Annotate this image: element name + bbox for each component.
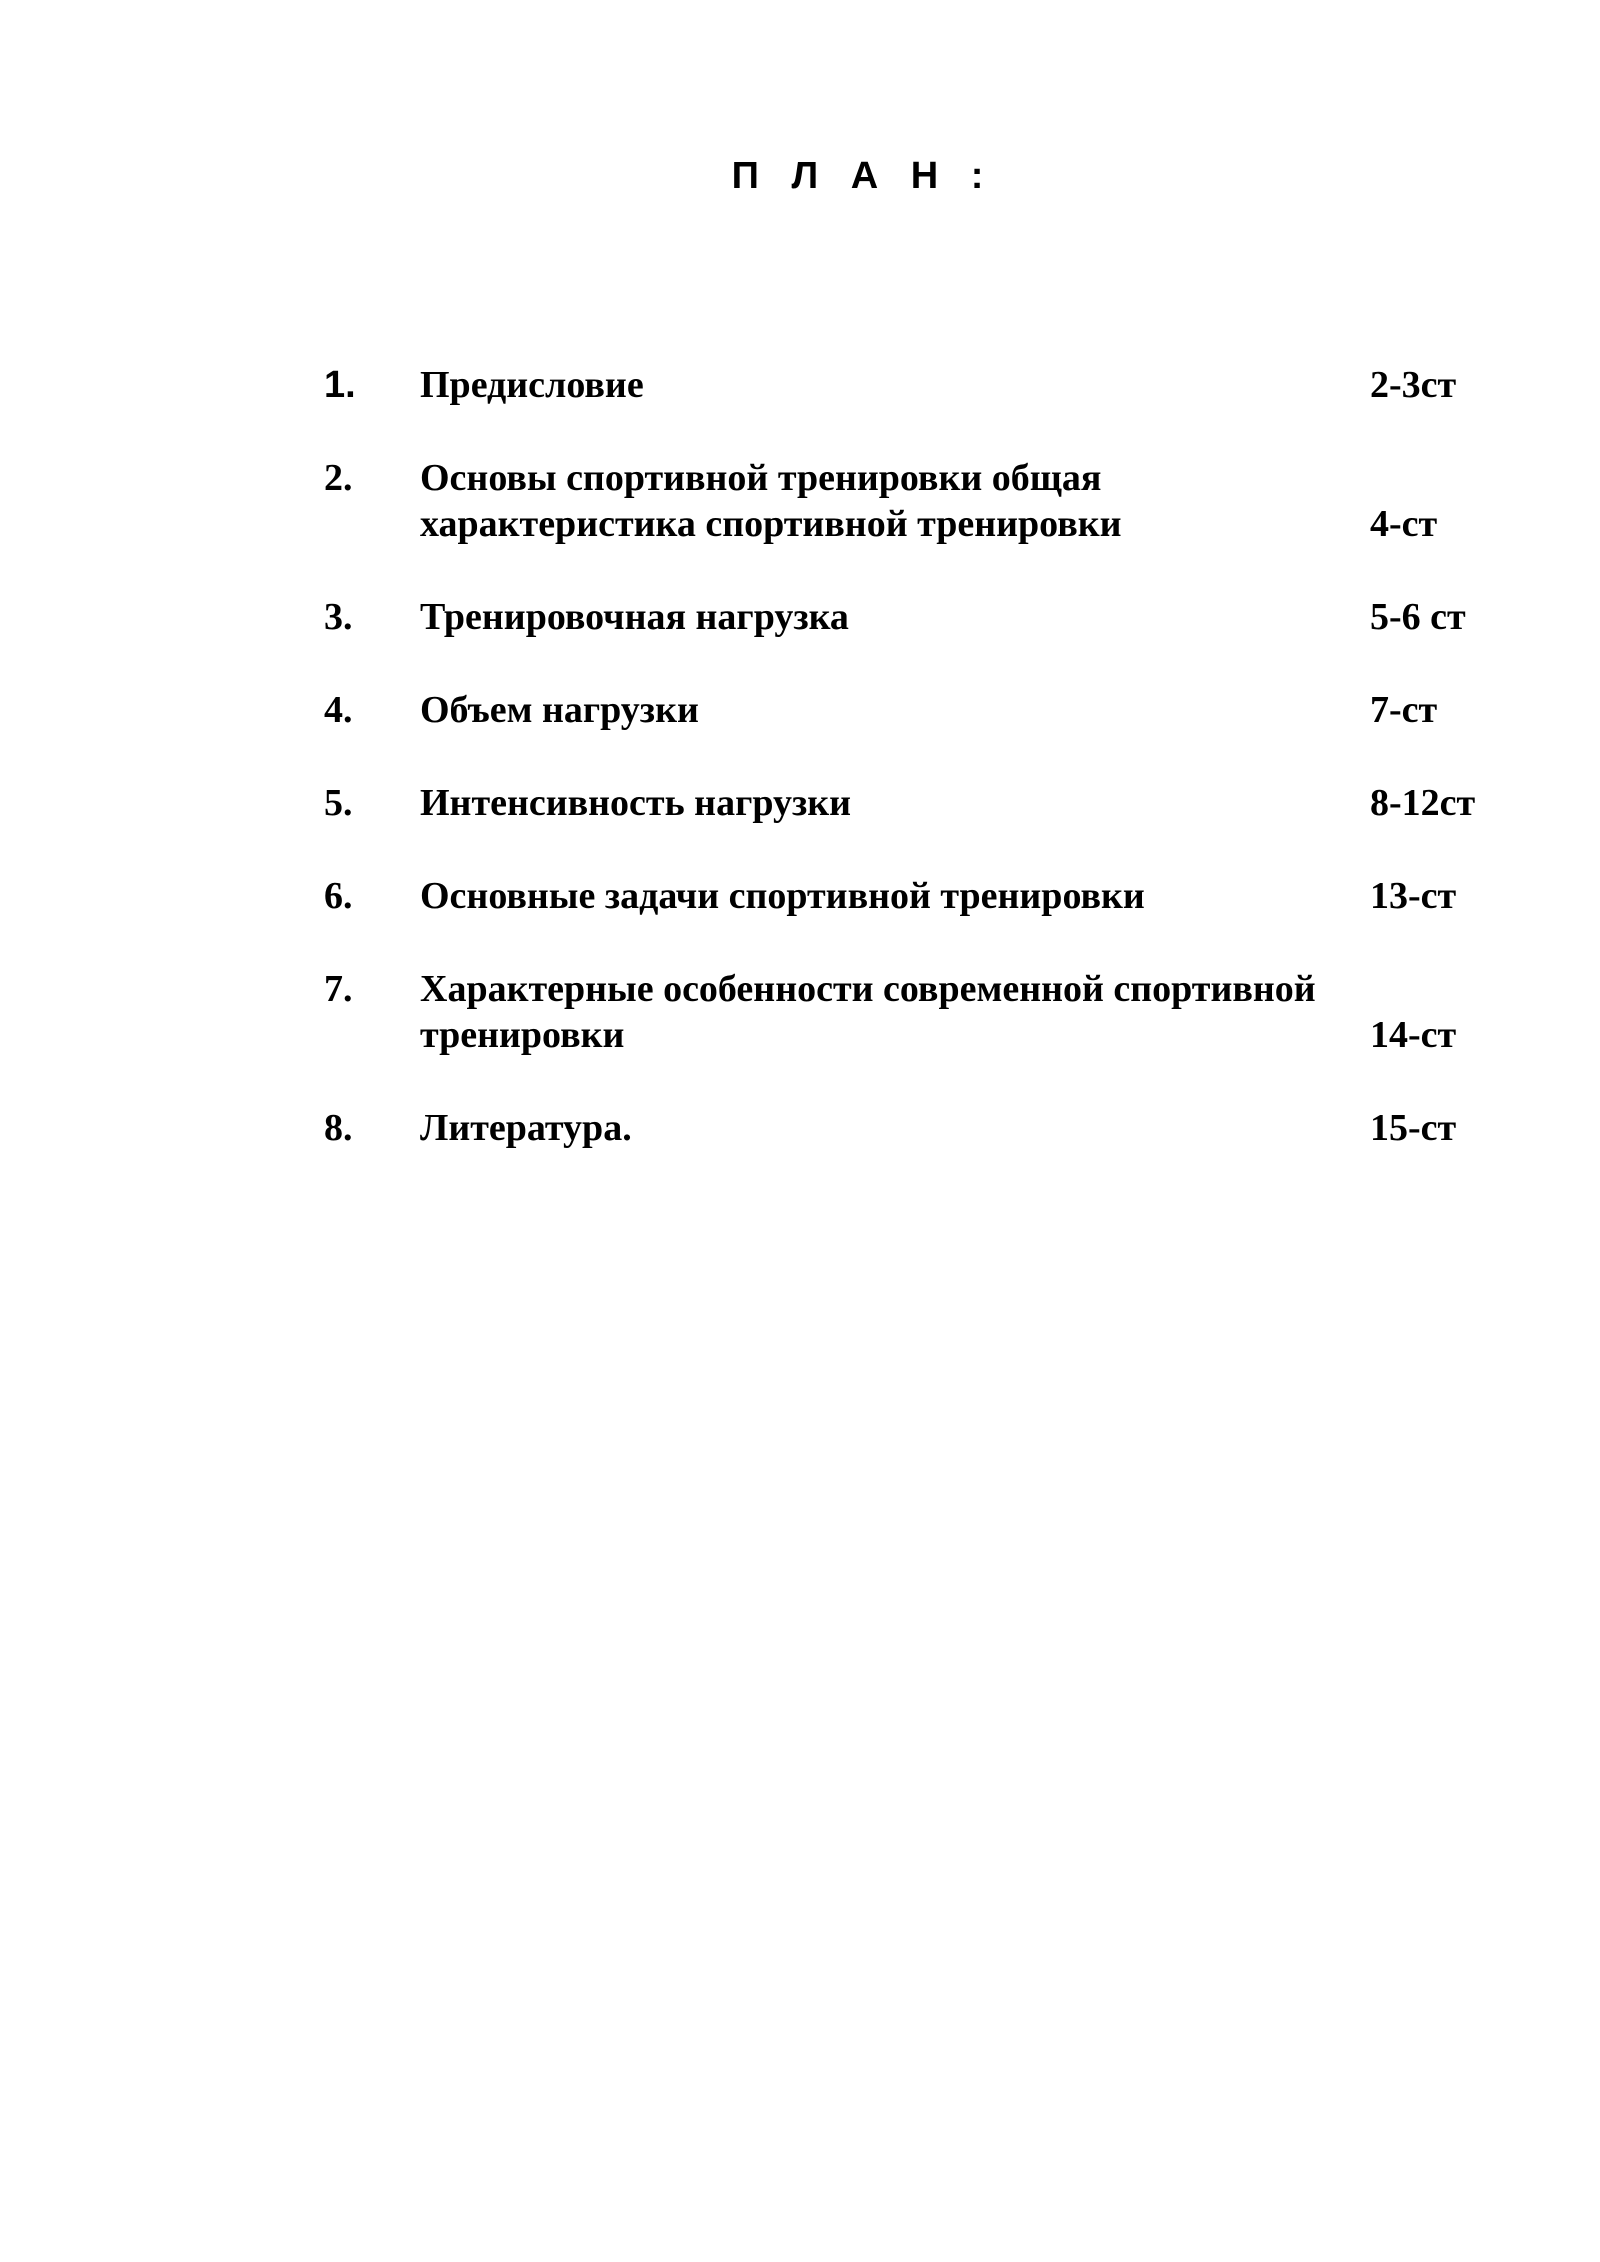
toc-item bbox=[324, 594, 1524, 640]
toc-item-number: 5. bbox=[324, 782, 353, 824]
toc-item-title: Литература. bbox=[420, 1107, 632, 1149]
toc-item-number: 1. bbox=[324, 364, 356, 406]
toc-item-page: 5-6 ст bbox=[1370, 596, 1466, 638]
toc-item-title: Объем нагрузки bbox=[420, 689, 699, 731]
toc-item-number: 2. bbox=[324, 457, 353, 499]
toc-item-page: 13-ст bbox=[1370, 875, 1457, 917]
toc-item-title: Основные задачи спортивной тренировки bbox=[420, 875, 1145, 917]
toc-item bbox=[324, 455, 1524, 547]
toc-item-title: Тренировочная нагрузка bbox=[420, 596, 849, 638]
toc-item-number: 3. bbox=[324, 596, 353, 638]
toc-item-page: 4-ст bbox=[1370, 503, 1438, 545]
toc-item bbox=[324, 780, 1524, 826]
toc-item-number: 7. bbox=[324, 968, 353, 1010]
table-of-contents bbox=[324, 362, 1524, 1198]
toc-item-number: 8. bbox=[324, 1107, 353, 1149]
toc-item-number: 6. bbox=[324, 875, 353, 917]
toc-item-page: 15-ст bbox=[1370, 1107, 1457, 1149]
toc-item bbox=[324, 966, 1524, 1058]
toc-item-page: 14-ст bbox=[1370, 1014, 1457, 1056]
page-title: П Л А Н : bbox=[731, 155, 995, 197]
toc-item-page: 7-ст bbox=[1370, 689, 1438, 731]
toc-item bbox=[324, 687, 1524, 733]
toc-item bbox=[324, 873, 1524, 919]
toc-item-page: 2-3ст bbox=[1370, 364, 1457, 406]
toc-item-title: Характерные особенности современной спортивной тренировки bbox=[420, 968, 1316, 1056]
toc-item-page: 8-12ст bbox=[1370, 782, 1476, 824]
toc-item-number: 4. bbox=[324, 689, 353, 731]
toc-item-title: Основы спортивной тренировки общая характеристика спортивной тренировки bbox=[420, 457, 1122, 545]
toc-item-title: Интенсивность нагрузки bbox=[420, 782, 852, 824]
toc-item bbox=[324, 1105, 1524, 1151]
toc-item-title: Предисловие bbox=[420, 364, 644, 406]
toc-item bbox=[324, 362, 1524, 408]
